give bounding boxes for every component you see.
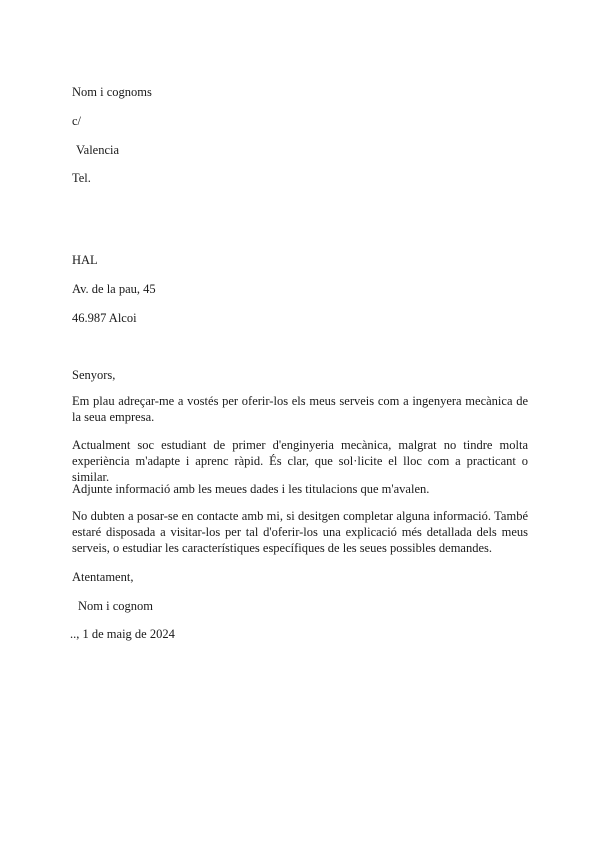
recipient-company: HAL	[72, 253, 98, 267]
letter-paragraph: Em plau adreçar-me a vostés per oferir-los els meus serveis com a ingenyera mecànica de la seua empresa.	[72, 394, 528, 424]
sender-phone: Tel.	[72, 171, 91, 185]
recipient-street: Av. de la pau, 45	[72, 282, 156, 296]
sender-name: Nom i cognoms	[72, 85, 152, 99]
recipient-postal-city: 46.987 Alcoi	[72, 311, 137, 325]
sender-city: Valencia	[76, 143, 120, 157]
letter-paragraph: Actualment soc estudiant de primer d'enginyeria mecànica, malgrat no tindre molta experiència m'adapte i aprenc ràpid. És clar, que sol·licite el lloc com a practicant o similar.	[72, 438, 528, 484]
sender-address: c/	[72, 114, 82, 128]
letter-paragraph: Adjunte informació amb les meues dades i les titulacions que m'avalen.	[72, 482, 430, 496]
letter-paragraph: No dubten a posar-se en contacte amb mi, si desitgen completar alguna informació. També estaré disposada a visitar-los per tal d'oferir-los una explicació més detallada dels meus serveis, o estudiar les característiques específiques de les seues possibles demandes.	[72, 509, 528, 555]
letter-closing: Atentament,	[72, 570, 134, 584]
letter-place-date: .., 1 de maig de 2024	[70, 627, 175, 641]
letter-greeting: Senyors,	[72, 368, 116, 382]
letter-signature: Nom i cognom	[78, 599, 153, 613]
